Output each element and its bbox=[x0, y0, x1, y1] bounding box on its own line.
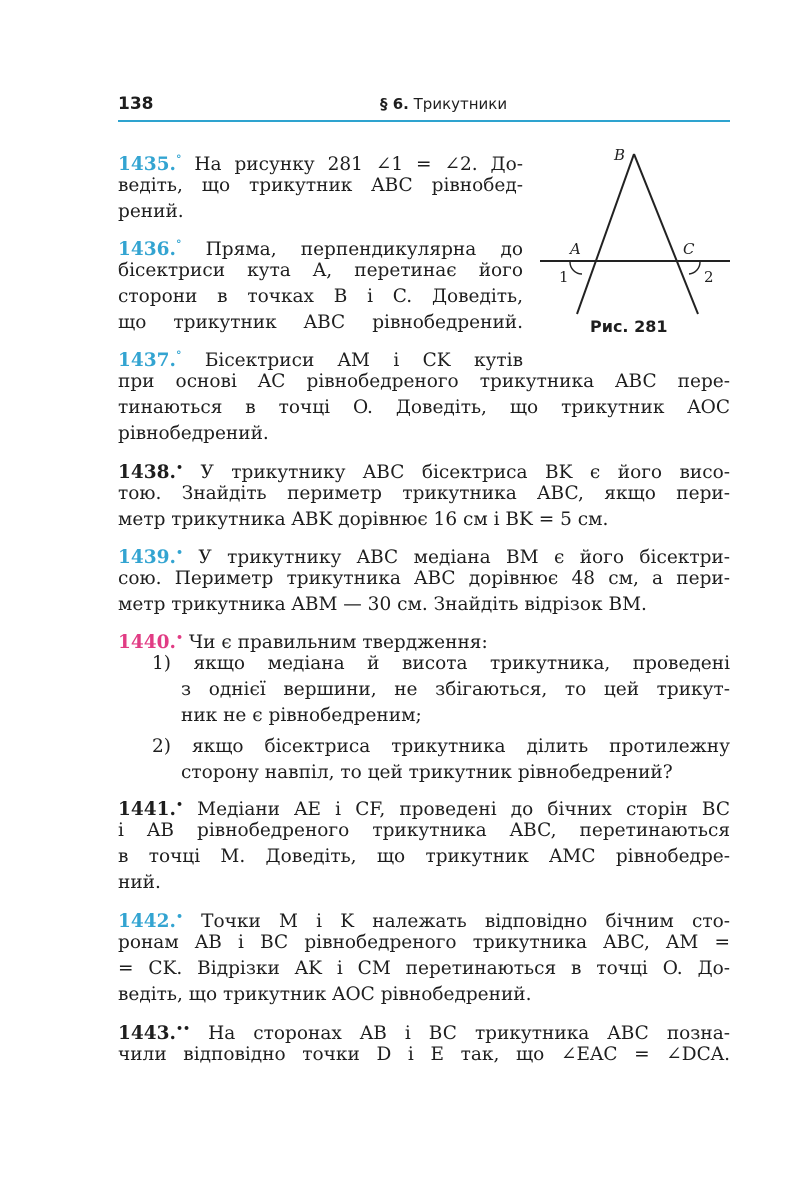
problem-1437-line-4: рівнобедрений. bbox=[118, 423, 269, 444]
problem-1437-line-1 bbox=[118, 343, 523, 372]
problem-text: Пряма, перпендикулярна до bbox=[205, 239, 523, 261]
label-a: A bbox=[570, 240, 581, 258]
problem-1439-line-2: сою. Периметр трикутника ABC дорівнює 48 см, а пери- bbox=[118, 568, 730, 589]
difficulty-mark: • bbox=[175, 546, 183, 559]
page-header bbox=[118, 92, 730, 122]
section-name: Трикутники bbox=[413, 95, 508, 113]
problem-1435-line-1 bbox=[118, 147, 523, 176]
figure-281 bbox=[536, 140, 736, 350]
problem-1440-item-1-line-2: з однієї вершини, не збігаються, то цей трикут- bbox=[181, 679, 730, 700]
section-mark: § 6. bbox=[380, 95, 409, 113]
difficulty-mark: ° bbox=[175, 153, 182, 166]
problem-text: Чи є правильним твердження: bbox=[188, 632, 488, 654]
problem-number: 1438. bbox=[118, 462, 176, 484]
problem-1442-line-4: ведіть, що трикутник AOC рівнобедрений. bbox=[118, 984, 532, 1005]
problem-1443-line-2: чили відповідно точки D і E так, що ∠EAC = ∠DCA. bbox=[118, 1044, 730, 1065]
problem-1438-line-3: метр трикутника ABK дорівнює 16 см і BK = 5 см. bbox=[118, 509, 609, 530]
problem-1439-line-3: метр трикутника ABM — 30 см. Знайдіть відрізок BM. bbox=[118, 594, 647, 615]
problem-number: 1441. bbox=[118, 799, 176, 821]
angle-2-arc bbox=[689, 262, 700, 274]
problem-1443-line-1 bbox=[118, 1016, 731, 1045]
angle-1-arc bbox=[570, 262, 582, 274]
problem-text: Бісектриси AM і CK кутів bbox=[204, 350, 523, 372]
label-angle-2: 2 bbox=[704, 268, 714, 286]
label-angle-1: 1 bbox=[559, 268, 569, 286]
problem-number: 1436. bbox=[118, 239, 176, 261]
figure-caption: Рис. 281 bbox=[590, 317, 668, 336]
difficulty-mark: ° bbox=[175, 349, 182, 362]
problem-1440-item-2-line-1: 2) якщо бісектриса трикутника ділить протилежну bbox=[152, 736, 730, 757]
label-b: B bbox=[614, 146, 626, 164]
problem-number: 1442. bbox=[118, 911, 176, 933]
problem-1435-line-3: рений. bbox=[118, 201, 184, 222]
problem-number: 1443. bbox=[118, 1023, 176, 1045]
problem-number: 1439. bbox=[118, 547, 176, 569]
problem-1439-line-1 bbox=[118, 540, 730, 569]
problem-1441-line-1 bbox=[118, 792, 730, 821]
section-title bbox=[380, 95, 507, 113]
problem-text: У трикутнику ABC медіана BM є його бісектри- bbox=[198, 547, 730, 569]
header-rule bbox=[118, 120, 730, 122]
problem-1440-item-2-line-2: сторону навпіл, то цей трикутник рівнобедрений? bbox=[181, 762, 673, 783]
side-cb bbox=[634, 154, 698, 314]
problem-1441-line-4: ний. bbox=[118, 872, 161, 893]
problem-text: У трикутнику ABC бісектриса BK є його висо- bbox=[200, 462, 730, 484]
side-ab bbox=[577, 154, 634, 314]
page-number: 138 bbox=[118, 94, 154, 114]
problem-1440-item-1-line-3: ник не є рівнобедреним; bbox=[181, 705, 422, 726]
problem-1437-line-3: тинаються в точці O. Доведіть, що трикутник AOC bbox=[118, 397, 730, 418]
problem-1440-line-1 bbox=[118, 625, 730, 654]
problem-1440-item-1-line-1: 1) якщо медіана й висота трикутника, проведені bbox=[152, 653, 730, 674]
problem-1436-line-2: бісектриси кута A, перетинає його bbox=[118, 260, 523, 281]
problem-1436-line-1 bbox=[118, 232, 523, 261]
difficulty-mark: • bbox=[175, 631, 183, 644]
difficulty-mark: •• bbox=[175, 1022, 190, 1035]
problem-1441-line-2: і AB рівнобедреного трикутника ABC, перетинаються bbox=[118, 820, 730, 841]
problem-1442-line-3: = CK. Відрізки AK і CM перетинаються в точці O. До- bbox=[118, 958, 730, 979]
problem-number: 1440. bbox=[118, 632, 176, 654]
difficulty-mark: ° bbox=[175, 238, 182, 251]
problem-number: 1437. bbox=[118, 350, 176, 372]
problem-1435-line-2: ведіть, що трикутник ABC рівнобед- bbox=[118, 175, 523, 196]
label-c: C bbox=[683, 240, 695, 258]
problem-1441-line-3: в точці M. Доведіть, що трикутник AMC рівнобедре- bbox=[118, 846, 730, 867]
difficulty-mark: • bbox=[175, 461, 183, 474]
problem-1442-line-1 bbox=[118, 904, 730, 933]
triangle-diagram bbox=[536, 140, 736, 315]
problem-text: Точки M і K належать відповідно бічним сто- bbox=[201, 911, 730, 933]
problem-1438-line-1 bbox=[118, 455, 730, 484]
difficulty-mark: • bbox=[175, 798, 183, 811]
difficulty-mark: • bbox=[175, 910, 183, 923]
problem-1437-line-2: при основі AC рівнобедреного трикутника ABC пере- bbox=[118, 371, 730, 392]
problem-text: Медіани AE і CF, проведені до бічних сторін BC bbox=[197, 799, 730, 821]
problem-1438-line-2: тою. Знайдіть периметр трикутника ABC, якщо пери- bbox=[118, 483, 730, 504]
problem-number: 1435. bbox=[118, 154, 176, 176]
problem-1436-line-4: що трикутник ABC рівнобедрений. bbox=[118, 312, 523, 333]
problem-text: На сторонах AB і BC трикутника ABC позна- bbox=[208, 1023, 731, 1045]
problem-1442-line-2: ронам AB і BC рівнобедреного трикутника ABC, AM = bbox=[118, 932, 730, 953]
problem-text: На рисунку 281 ∠1 = ∠2. До- bbox=[194, 154, 523, 176]
problem-1436-line-3: сторони в точках B і C. Доведіть, bbox=[118, 286, 523, 307]
